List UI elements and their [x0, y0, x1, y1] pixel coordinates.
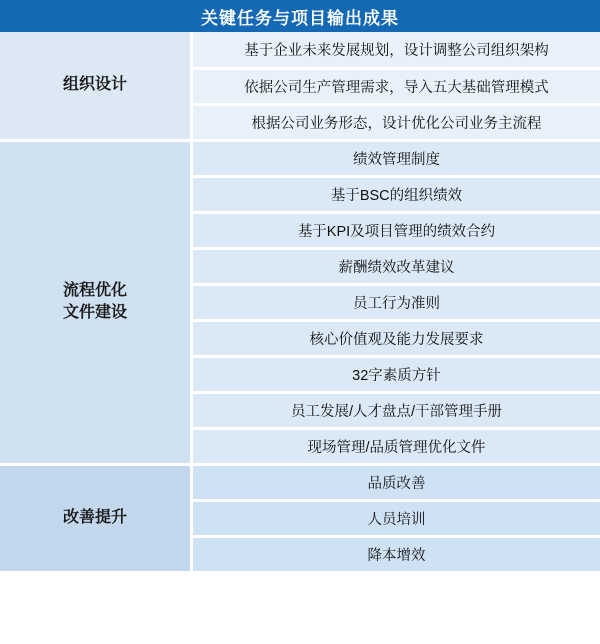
task-item-cell: 人员培训	[192, 500, 600, 536]
page-title	[0, 0, 600, 32]
task-item-cell: 根据公司业务形态，设计优化公司业务主流程	[192, 104, 600, 140]
task-item-cell: 绩效管理制度	[192, 140, 600, 176]
task-item-cell: 基于BSC的组织绩效	[192, 176, 600, 212]
task-item-cell: 依据公司生产管理需求，导入五大基础管理模式	[192, 68, 600, 104]
task-item-cell: 32字素质方针	[192, 356, 600, 392]
category-label: 组织设计	[62, 76, 127, 94]
table-row	[0, 140, 600, 176]
category-label: 流程优化 文件建设	[62, 282, 127, 321]
task-item-cell: 基于企业未来发展规划，设计调整公司组织架构	[192, 32, 600, 68]
task-item-cell: 员工行为准则	[192, 284, 600, 320]
table-row	[0, 464, 600, 500]
category-label: 改善提升	[62, 509, 127, 527]
task-item-cell: 核心价值观及能力发展要求	[192, 320, 600, 356]
task-item-cell: 品质改善	[192, 464, 600, 500]
category-cell	[0, 32, 192, 140]
table-row	[0, 32, 600, 68]
page-title-text: 关键任务与项目输出成果	[201, 8, 399, 28]
task-item-cell: 员工发展/人才盘点/干部管理手册	[192, 392, 600, 428]
task-item-cell: 基于KPI及项目管理的绩效合约	[192, 212, 600, 248]
task-item-cell: 薪酬绩效改革建议	[192, 248, 600, 284]
tasks-table-body	[0, 32, 600, 572]
task-item-cell: 降本增效	[192, 536, 600, 572]
category-cell	[0, 464, 192, 572]
category-cell	[0, 140, 192, 464]
tasks-table	[0, 32, 600, 574]
task-item-cell: 现场管理/品质管理优化文件	[192, 428, 600, 464]
